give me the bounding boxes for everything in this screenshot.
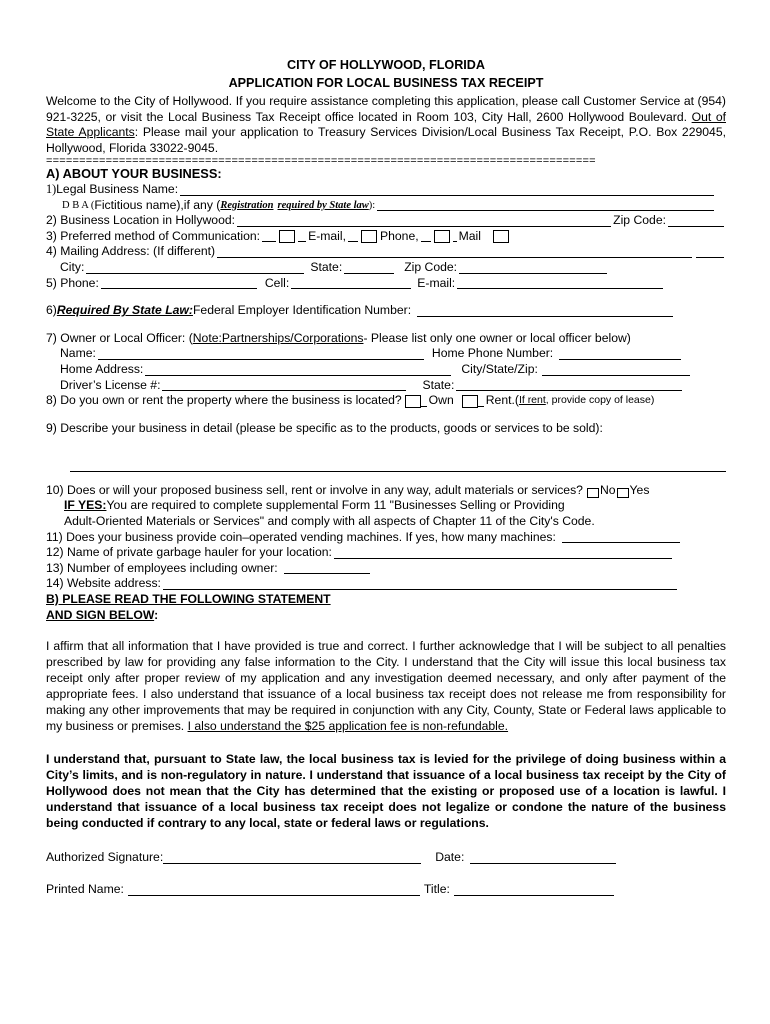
owner-city-state-zip-field[interactable] [542, 363, 690, 376]
form-city-title: CITY OF HOLLYWOOD, FLORIDA [286, 58, 485, 72]
q5-email-label: E-mail: [417, 275, 456, 290]
intro-text-1: Welcome to the City of Hollywood. If you require assistance completing this application, please call Customer Service at (954) 921-3225, or visit the Local Business Tax Receipt office located in Room 103, City Hall, 2600 Hollywood Boulevard. [46, 94, 726, 124]
section-b-title: B) PLEASE READ THE FOLLOWING STATEMENT [46, 592, 331, 607]
q7-license-label: Driver’s License #: [60, 377, 161, 392]
form-title: APPLICATION FOR LOCAL BUSINESS TAX RECEIPT [228, 76, 544, 90]
fein-field[interactable] [417, 304, 673, 317]
printed-name-row [46, 880, 726, 898]
application-form [46, 56, 726, 898]
describe-row [46, 421, 726, 437]
business-description-field[interactable] [70, 459, 726, 472]
section-a-title: A) ABOUT YOUR BUSINESS: [46, 166, 222, 182]
mailing-city-field[interactable] [86, 261, 304, 274]
employees-row [46, 561, 726, 577]
phone-row [46, 276, 726, 292]
dba-label: D B A ( [62, 199, 95, 211]
vending-row [46, 530, 726, 546]
q8-label: 8) Do you own or rent the property where the business is located? [46, 393, 402, 408]
email-blank-2 [298, 229, 306, 242]
adult-no-checkbox[interactable] [587, 488, 599, 498]
mail-blank-2 [453, 229, 457, 242]
owner-row [46, 331, 726, 347]
mail-blank [421, 229, 431, 242]
section-b-subtitle [46, 608, 726, 624]
dba-field[interactable] [377, 198, 714, 211]
q7-label: 7) Owner or Local Officer: ( [46, 330, 193, 345]
q6-number: 6) [46, 303, 57, 318]
employees-field[interactable] [284, 561, 370, 574]
affirmation-paragraph [46, 639, 726, 734]
vending-machines-field[interactable] [562, 530, 680, 543]
q10-text-2: Adult-Oriented Materials or Services" and comply with all aspects of Chapter 11 of the City's Code. [64, 514, 595, 529]
legal-name-row [46, 182, 726, 198]
q7-state-label: State: [422, 377, 455, 392]
dba-fictitious: Fictitious name),if any ( [94, 197, 221, 212]
q4-zip-label: Zip Code: [404, 259, 458, 274]
mailing-address-row [46, 244, 726, 260]
q3-email: E-mail, [308, 228, 346, 243]
q2-zip-label: Zip Code: [613, 213, 666, 228]
if-yes-row-2 [46, 514, 726, 530]
out-of-state-label: Out of State Applicants [46, 109, 726, 140]
signature-label: Authorized Signature: [46, 850, 164, 865]
date-label: Date: [435, 850, 465, 865]
license-field[interactable] [162, 378, 406, 391]
q10-if-yes: IF YES: [64, 498, 107, 513]
q12-label: 12) Name of private garbage hauler for your location: [46, 545, 332, 560]
mail-checkbox[interactable] [493, 230, 509, 243]
home-address-row [46, 362, 726, 378]
license-row [46, 378, 726, 394]
owner-name-row [46, 346, 726, 362]
business-location-row [46, 213, 726, 229]
intro-text-2: : Please mail your application to Treasury Services Division/Local Business Tax Receipt, P.O. Box 229045, Hollywood, Florida 33022-9045. [46, 125, 726, 155]
license-state-field[interactable] [456, 378, 682, 391]
q10-label: 10) Does or will your proposed business sell, rent or involve in any way, adult materials or services? [46, 482, 583, 497]
q4-label: 4) Mailing Address: (If different) [46, 244, 216, 259]
phone-blank [348, 229, 358, 242]
business-location-field[interactable] [237, 214, 611, 227]
q6-required-label: Required By State Law: [56, 303, 193, 318]
mailing-address-field-2[interactable] [696, 245, 724, 258]
mailing-zip-field[interactable] [459, 261, 607, 274]
q8-rent-label: Rent.( [485, 393, 519, 408]
q1-label: Legal Business Name: [56, 181, 179, 196]
phone-checkbox[interactable] [361, 230, 377, 243]
q7-name-label: Name: [60, 346, 96, 361]
dba-row [46, 198, 726, 214]
garbage-hauler-row [46, 545, 726, 561]
email-blank [262, 229, 276, 242]
email-field[interactable] [457, 276, 663, 289]
mailing-state-field[interactable] [344, 261, 394, 274]
section-b-subtitle-text: AND SIGN BELOW [46, 607, 155, 622]
rent-blank [478, 394, 484, 407]
phone-field[interactable] [101, 276, 257, 289]
printed-name-label: Printed Name: [46, 882, 124, 897]
own-rent-row [46, 393, 726, 409]
q3-label: 3) Preferred method of Communication: [46, 228, 261, 243]
q7-note: Note: [192, 330, 222, 345]
own-checkbox[interactable] [405, 395, 421, 408]
website-field[interactable] [163, 577, 677, 590]
q6-label: Federal Employer Identification Number: [192, 303, 412, 318]
printed-name-field[interactable] [128, 883, 420, 896]
garbage-hauler-field[interactable] [334, 546, 672, 559]
owner-name-field[interactable] [98, 347, 424, 360]
q2-label: 2) Business Location in Hollywood: [46, 213, 236, 228]
describe-field-row [46, 458, 726, 474]
mailing-city-row [46, 260, 726, 276]
q10-no-label: No [599, 482, 616, 497]
signature-row [46, 848, 726, 866]
adult-yes-checkbox[interactable] [617, 488, 629, 498]
title-label: Title: [423, 882, 450, 897]
business-zip-field[interactable] [668, 214, 724, 227]
mail-checkbox-a[interactable] [434, 230, 450, 243]
q3-phone: Phone, [379, 228, 419, 243]
adult-materials-row [46, 483, 726, 499]
communication-row [46, 229, 726, 245]
q7-partnerships: Partnerships/Corporations [221, 330, 364, 345]
rent-checkbox[interactable] [462, 395, 478, 408]
website-row [46, 576, 726, 592]
affirmation-text: I affirm that all information that I have provided is true and correct. I further acknowledge that I will be subject to all penalties prescribed by law for providing any false information to the City. I understand that the City will issue this local business tax receipt only after proper review of my application and any investigation deemed necessary, and only after payment of the appropriate fees. I also understand that issuance of a local business tax receipt does not release me from responsibility for making any other improvements that may be required in conjunction with any City, County, State or Federal laws applicable to my business or premises. [46, 639, 726, 733]
q11-label: 11) Does your business provide coin–operated vending machines. If yes, how many machines: [46, 529, 556, 544]
dba-required: required by State law [277, 199, 369, 211]
email-checkbox[interactable] [279, 230, 295, 243]
dba-registration: Registration [220, 199, 274, 211]
q10-yes-label: Yes [629, 482, 650, 497]
if-yes-row [46, 498, 726, 514]
q8-own-label: Own [428, 393, 454, 408]
title-field[interactable] [454, 883, 614, 896]
state-law-paragraph: I understand that, pursuant to State law, the local business tax is levied for the privilege of doing business within a City’s limits, and is non-regulatory in nature. I understand that issuance of a local business tax receipt by the City of Hollywood does not mean that the City has determined that the existing or proposed use of a location is lawful. I understand that issuance of a local business tax receipt does not legalize or condone the nature of the business being conducted if contrary to any local, state or federal laws or regulations. [46, 751, 726, 831]
q9-label: 9) Describe your business in detail (please be specific as to the products, goods or services to be sold): [46, 420, 603, 435]
q8-if-rent: If rent [518, 394, 546, 407]
q1-number: 1) [46, 181, 57, 196]
q7-rest: - Please list only one owner or local officer below) [363, 330, 631, 345]
q14-label: 14) Website address: [46, 576, 161, 591]
q7-home-phone-label: Home Phone Number: [431, 346, 554, 361]
intro-paragraph [46, 94, 726, 156]
q5-label: 5) Phone: [46, 275, 99, 290]
q3-mail: Mail [458, 228, 481, 243]
q8-copy-lease: , provide copy of lease) [545, 394, 655, 407]
cell-field[interactable] [291, 276, 411, 289]
fee-notice: I also understand the $25 application fee is non-refundable. [187, 718, 509, 733]
q5-cell-label: Cell: [264, 275, 290, 290]
own-blank [421, 394, 427, 407]
fein-row [46, 303, 726, 319]
q13-label: 13) Number of employees including owner: [46, 560, 278, 575]
mailing-address-field[interactable] [217, 245, 692, 258]
q10-text-1: You are required to complete supplemental Form 11 "Businesses Selling or Providing [106, 498, 565, 513]
divider: =================================================================================== [46, 156, 596, 167]
q4-state-label: State: [310, 259, 343, 274]
section-b-subtitle-colon: : [154, 607, 159, 622]
dba-close: ): [368, 199, 376, 211]
q4-city-label: City: [60, 259, 85, 274]
q7-city-state-zip-label: City/State/Zip: [461, 361, 538, 376]
q7-home-address-label: Home Address: [60, 361, 144, 376]
legal-name-field[interactable] [180, 183, 714, 196]
home-phone-field[interactable] [559, 347, 681, 360]
date-field[interactable] [470, 851, 616, 864]
signature-field[interactable] [163, 851, 421, 864]
home-address-field[interactable] [145, 363, 451, 376]
